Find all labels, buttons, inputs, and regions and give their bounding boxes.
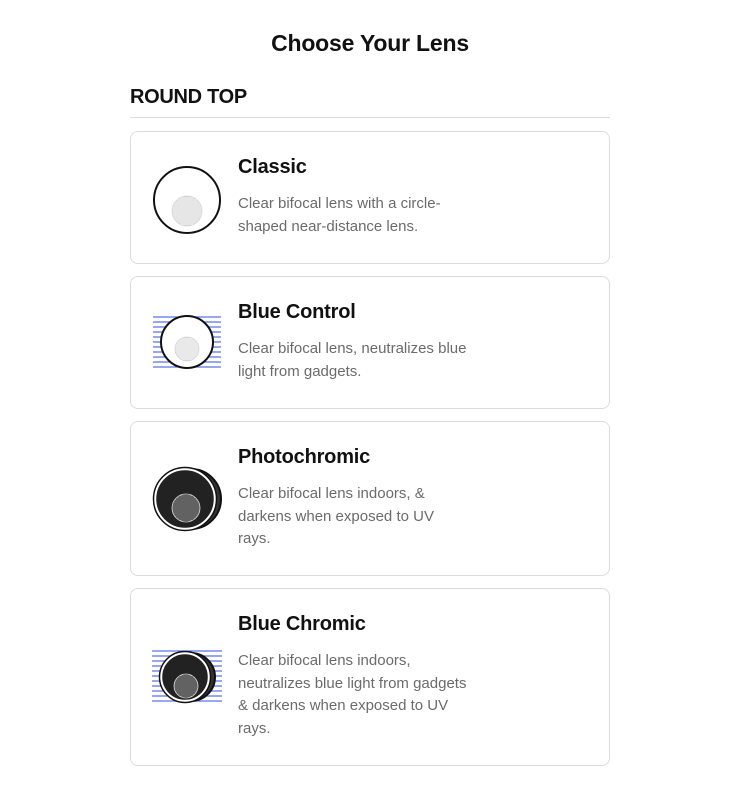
blue-chromic-lens-icon [150,640,224,714]
lens-description: Clear bifocal lens indoors, neutralizes blue light from gadgets & darkens when exposed to UV rays. [238,652,467,737]
lens-title: Blue Chromic [238,613,366,635]
photochromic-lens-icon [150,462,224,536]
classic-lens-icon [150,163,224,237]
page-title: Choose Your Lens [271,30,469,56]
lens-description: Clear bifocal lens, neutralizes blue light from gadgets. [238,340,467,380]
blue-control-lens-icon [150,306,224,380]
section-divider [130,117,610,118]
lens-description: Clear bifocal lens with a circle-shaped near-distance lens. [238,195,441,235]
lens-option-classic[interactable] [130,131,610,264]
lens-title: Classic [238,156,307,178]
lens-option-blue-control[interactable] [130,276,610,409]
section-title: ROUND TOP [130,86,247,108]
lens-option-photochromic[interactable] [130,421,610,576]
lens-description: Clear bifocal lens indoors, & darkens when exposed to UV rays. [238,485,434,547]
lens-title: Blue Control [238,301,356,323]
lens-option-blue-chromic[interactable] [130,588,610,766]
lens-title: Photochromic [238,446,371,468]
